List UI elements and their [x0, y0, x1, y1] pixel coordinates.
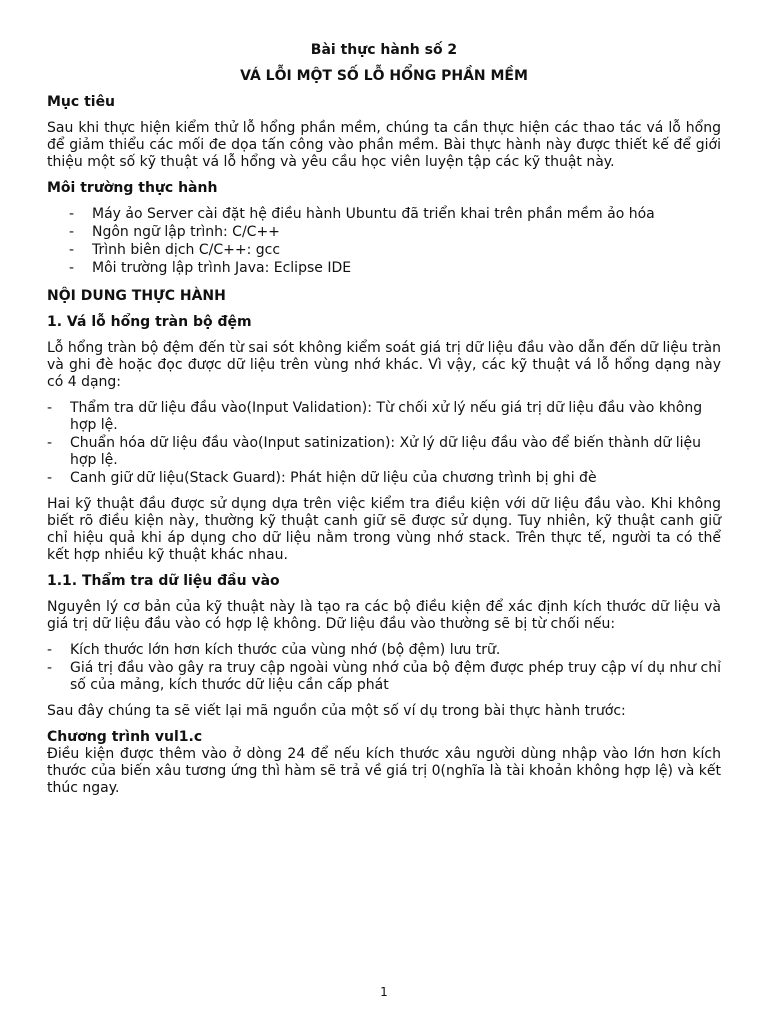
dash-bullet: -: [47, 660, 53, 676]
list-item: [47, 470, 721, 487]
rejection-criteria-list: [47, 642, 721, 694]
document-title: VÁ LỖI MỘT SỐ LỖ HỔNG PHẦN MỀM: [240, 68, 528, 84]
dash-bullet: -: [47, 400, 53, 416]
document-page: [47, 42, 721, 806]
list-item: [47, 642, 721, 659]
objective-heading: Mục tiêu: [47, 94, 116, 110]
list-item-text: Trình biên dịch C/C++: gcc: [92, 242, 281, 258]
list-item: [47, 206, 721, 223]
dash-bullet: -: [47, 435, 53, 451]
document-subtitle: Bài thực hành số 2: [310, 42, 458, 58]
list-item-text: Chuẩn hóa dữ liệu đầu vào(Input satinization): Xử lý dữ liệu đầu vào để biến thành dữ liệu hợp lệ.: [70, 435, 701, 468]
list-item-text: Thẩm tra dữ liệu đầu vào(Input Validation): Từ chối xử lý nếu giá trị dữ liệu đầu vào không hợp lệ.: [70, 400, 703, 433]
list-item-text: Giá trị đầu vào gây ra truy cập ngoài vùng nhớ của bộ đệm được phép truy cập ví dụ như chỉ số của mảng, kích thước dữ liệu cần cấp phát: [70, 660, 721, 693]
dash-bullet: -: [69, 206, 75, 222]
section-1-1-intro: Nguyên lý cơ bản của kỹ thuật này là tạo ra các bộ điều kiện để xác định kích thước dữ liệu và giá trị dữ liệu đầu vào có hợp lệ không. Dữ liệu đầu vào thường sẽ bị từ chối nếu:: [47, 599, 721, 632]
section-1-closing: Hai kỹ thuật đầu được sử dụng dựa trên việc kiểm tra điều kiện với dữ liệu đầu vào. Khi không biết rõ điều kiện này, thường kỹ thuật canh giữ sẽ được sử dụng. Tuy nhiên, kỹ thuật canh giữ chỉ hiệu quả khi áp dụng cho dữ liệu nằm trong vùng nhớ stack. Trên thực tế, người ta có thể kết hợp nhiều kỹ thuật khác nhau.: [47, 496, 721, 563]
list-item: [47, 435, 721, 469]
list-item: [47, 400, 721, 434]
technique-list: [47, 400, 721, 487]
dash-bullet: -: [47, 642, 53, 658]
list-item: [47, 660, 721, 694]
practice-content-heading: NỘI DUNG THỰC HÀNH: [47, 288, 226, 304]
section-1-1-closing: Sau đây chúng ta sẽ viết lại mã nguồn của một số ví dụ trong bài thực hành trước:: [47, 703, 626, 719]
environment-heading: Môi trường thực hành: [47, 180, 218, 196]
list-item: [47, 260, 721, 277]
list-item: [47, 242, 721, 259]
program-heading: Chương trình vul1.c: [47, 729, 203, 745]
list-item-text: Canh giữ dữ liệu(Stack Guard): Phát hiện dữ liệu của chương trình bị ghi đè: [70, 470, 597, 486]
dash-bullet: -: [69, 260, 75, 276]
environment-list: [47, 206, 721, 277]
list-item: [47, 224, 721, 241]
section-1-1-heading: 1.1. Thẩm tra dữ liệu đầu vào: [47, 573, 280, 589]
dash-bullet: -: [69, 224, 75, 240]
section-1-heading: 1. Vá lỗ hổng tràn bộ đệm: [47, 314, 252, 330]
list-item-text: Máy ảo Server cài đặt hệ điều hành Ubuntu đã triển khai trên phần mềm ảo hóa: [92, 206, 655, 222]
objective-paragraph: Sau khi thực hiện kiểm thử lỗ hổng phần mềm, chúng ta cần thực hiện các thao tác vá lỗ hổng để giảm thiểu các mối đe dọa tấn công vào phần mềm. Bài thực hành này được thiết kế để giới thiệu một số kỹ thuật vá lỗ hổng và yêu cầu học viên luyện tập các kỹ thuật này.: [47, 120, 721, 170]
list-item-text: Kích thước lớn hơn kích thước của vùng nhớ (bộ đệm) lưu trữ.: [70, 642, 501, 658]
page-number: 1: [380, 985, 388, 999]
list-item-text: Môi trường lập trình Java: Eclipse IDE: [92, 260, 352, 276]
dash-bullet: -: [69, 242, 75, 258]
dash-bullet: -: [47, 470, 53, 486]
list-item-text: Ngôn ngữ lập trình: C/C++: [92, 224, 280, 240]
section-1-intro: Lỗ hổng tràn bộ đệm đến từ sai sót không kiểm soát giá trị dữ liệu đầu vào dẫn đến dữ liệu tràn và ghi đè hoặc đọc được dữ liệu trên vùng nhớ khác. Vì vậy, các kỹ thuật vá lỗ hổng dạng này có 4 dạng:: [47, 340, 721, 390]
program-description: Điều kiện được thêm vào ở dòng 24 để nếu kích thước xâu người dùng nhập vào lớn hơn kích thước của biến xâu tương ứng thì hàm sẽ trả về giá trị 0(nghĩa là tài khoản không hợp lệ) và kết thúc ngay.: [47, 746, 721, 796]
